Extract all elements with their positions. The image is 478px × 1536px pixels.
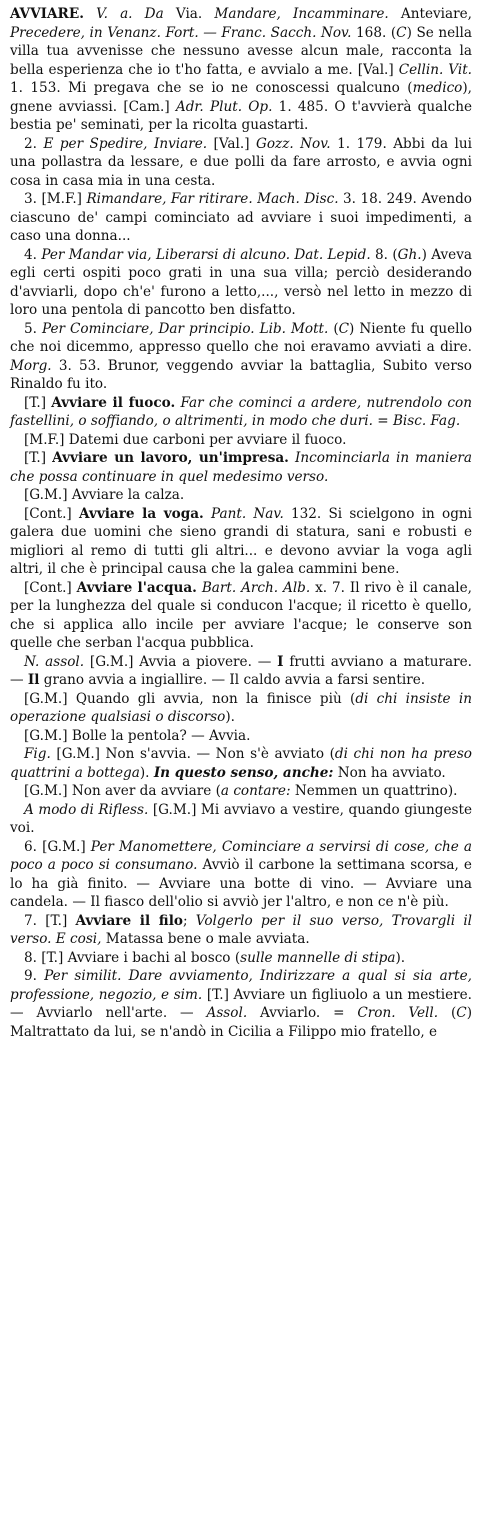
text-run: Il: [27, 672, 40, 688]
text-run: C: [456, 1005, 467, 1021]
text-run: 132. Si scielgono in ogni galera due uomini che sieno grandi di statura, sani e robusti e migliori al remo di tutti gli altri... e devono avviar la voga agli altri, il che è principal causa che la galea cammini bene.: [10, 505, 472, 577]
avviare-il-fuoco-paragraph: [10, 394, 472, 431]
text-run: 3. 53. Brunor, veggendo avviar la battaglia, Subito verso Rinaldo fu ito.: [10, 357, 472, 392]
text-run: Adr. Plut. Op.: [175, 98, 273, 115]
sense-7-paragraph: [10, 912, 472, 949]
text-run: (: [328, 320, 339, 337]
text-run: [T.]: [24, 394, 52, 411]
text-run: frutti avviano a maturare. —: [10, 653, 472, 688]
text-run: Gh.: [397, 246, 422, 263]
quando-gli-avvia-paragraph: [10, 690, 472, 727]
text-run: Volgerlo per il suo verso, Trovargli il verso. E cosi,: [10, 912, 473, 947]
text-run: [G.M.] Mi avviavo a vestire, quando giungeste voi.: [10, 801, 472, 836]
sense-3-paragraph: [10, 190, 472, 246]
text-run: C: [396, 24, 407, 41]
text-run: Nemmen un quattrino).: [290, 783, 458, 799]
text-run: di chi insiste in operazione qualsiasi o discorso: [10, 690, 472, 725]
text-run: Mandare, Incamminare.: [214, 6, 389, 22]
text-run: ) Se nella villa tua avvenisse che nessuno avesse alcun male, racconta la bella esperienza che io t'ho fatta, e avvialo a me. [Val.]: [10, 24, 472, 78]
text-run: [Cont.]: [24, 505, 79, 522]
text-run: 1. 153. Mi pregava che se io ne conoscessi qualcuno (: [10, 80, 413, 96]
text-run: Morg.: [10, 357, 52, 374]
text-run: Far che cominci a ardere, nutrendolo con fastellini, o soffiando, o altrimenti, in modo che duri. = Bisc. Fag.: [10, 394, 472, 429]
text-run: [T.]: [24, 450, 53, 466]
text-run: Via.: [175, 6, 203, 22]
text-run: Avviare un lavoro, un'impresa.: [52, 450, 289, 466]
text-run: [202, 6, 214, 22]
text-run: Assol.: [206, 1005, 248, 1021]
reflexive-paragraph: [10, 801, 472, 838]
text-run: Anteviare,: [388, 6, 473, 22]
text-run: ), gnene avviassi. [Cam.]: [10, 80, 472, 115]
text-run: ).: [139, 764, 154, 781]
sense-5-paragraph: [10, 320, 472, 394]
text-run: Avviare l'acqua.: [76, 579, 197, 596]
text-run: Avviò il carbone la settimana scorsa, e lo ha già finito. — Avviare una botte di vino. — Avviare una candela. — Il fiasco dell'olio si avviò jer l'altro, e non ce n'è più.: [10, 857, 472, 910]
text-run: In questo senso, anche:: [153, 764, 334, 781]
text-run: 6. [G.M.]: [24, 838, 91, 855]
text-run: 1. 485. O t'avvierà qualche bestia pe' seminati, per la ricolta guastarti.: [10, 98, 472, 133]
text-run: Rimandare, Far ritirare. Mach. Disc.: [86, 191, 339, 207]
text-run: [Cont.]: [24, 579, 77, 596]
sense-8-paragraph: [10, 949, 472, 968]
text-run: sulle mannelle di stipa: [240, 949, 396, 966]
text-run: Non ha avviato.: [333, 764, 446, 781]
text-run: [G.M.] Quando gli avvia, non la finisce più (: [24, 690, 356, 707]
text-run: [G.M.] Non aver da avviare (: [24, 783, 221, 799]
text-run: C: [338, 320, 350, 337]
text-run: (: [438, 1005, 457, 1021]
text-run: N. assol.: [24, 653, 85, 670]
text-run: 9.: [24, 968, 45, 984]
neuter-absolute-paragraph: [10, 653, 472, 690]
text-run: 8. [T.] Avviare i bachi al bosco (: [24, 949, 241, 966]
text-run: Per Cominciare, Dar principio. Lib. Mott.: [41, 320, 329, 337]
text-run: ) Aveva egli certi ospiti poco grati in una sua villa; perciò desiderando d'avviarli, dopo ch'e' furono a letto,..., versò nel letto in mezzo di loro una pentola di pancotto ben disfatto.: [10, 246, 472, 318]
sense-2-paragraph: [10, 135, 472, 191]
non-aver-da-avviare-paragraph: [10, 782, 472, 801]
text-run: Avviare il filo: [75, 912, 183, 929]
carboni-example-paragraph: [10, 431, 472, 450]
text-run: di chi non ha preso quattrini a bottega: [10, 746, 472, 781]
text-run: 4.: [24, 246, 42, 263]
sense-6-paragraph: [10, 838, 472, 912]
text-run: Per Mandar via, Liberarsi di alcuno. Dat. Lepid.: [41, 246, 371, 263]
text-run: Bart. Arch. Alb.: [201, 579, 311, 596]
text-run: Incominciarla in maniera che possa continuare in quel medesimo verso.: [10, 450, 472, 485]
text-run: Per Manomettere, Cominciare a servirsi di cose, che a poco a poco si consumano.: [10, 838, 473, 873]
text-run: [G.M.] Bolle la pentola? — Avvia.: [24, 727, 251, 744]
text-run: 2.: [24, 135, 44, 152]
text-run: Avviare il fuoco.: [51, 394, 176, 411]
text-run: [84, 6, 96, 22]
text-run: ).: [225, 709, 235, 725]
text-run: ) Niente fu quello che noi dicemmo, appresso quello che noi eravamo avviati a dire.: [10, 320, 473, 355]
text-run: Gozz. Nov.: [255, 135, 331, 152]
text-run: ;: [182, 912, 196, 929]
sense-4-paragraph: [10, 246, 472, 320]
text-run: Avviarlo. =: [247, 1005, 358, 1021]
text-run: [T.] Avviare un figliuolo a un mestiere. — Avviarlo nell'arte. —: [10, 986, 472, 1021]
text-run: medico: [412, 80, 463, 96]
text-run: 5.: [24, 320, 42, 337]
text-run: Matassa bene o male avviata.: [101, 931, 310, 947]
text-run: A modo di Rifless.: [24, 801, 149, 818]
text-run: ).: [395, 949, 406, 966]
text-run: ) Maltrattato da lui, se n'andò in Cicilia a Filippo mio fratello, e: [10, 1005, 472, 1040]
text-run: Pant. Nav.: [210, 505, 284, 522]
figurative-paragraph: [10, 745, 472, 782]
text-run: Fig.: [24, 746, 51, 762]
text-run: [M.F.] Datemi due carboni per avviare il fuoco.: [24, 431, 347, 448]
text-run: Cellin. Vit.: [398, 61, 472, 78]
sense-9-paragraph: [10, 967, 472, 1041]
text-run: grano avvia a ingiallire. — Il caldo avvia a farsi sentire.: [39, 672, 426, 688]
calza-example-paragraph: [10, 486, 472, 505]
text-run: [204, 506, 211, 522]
text-run: I: [277, 653, 284, 670]
text-run: 3. [M.F.]: [24, 191, 87, 207]
text-run: a contare:: [220, 783, 291, 799]
text-run: E per Spedire, Inviare.: [43, 135, 208, 152]
text-run: AVVIARE.: [10, 6, 84, 22]
text-run: Avviare la voga.: [78, 505, 204, 522]
text-run: 8. (: [370, 246, 398, 263]
text-run: 168. (: [351, 24, 397, 41]
text-run: V. a. Da: [96, 6, 176, 22]
text-run: Cron. Vell.: [357, 1005, 439, 1021]
avviare-un-lavoro-paragraph: [10, 449, 472, 486]
avviare-acqua-paragraph: [10, 579, 472, 653]
avviare-la-voga-paragraph: [10, 505, 472, 579]
text-run: 7. [T.]: [24, 912, 76, 929]
pentola-example-paragraph: [10, 727, 472, 746]
text-run: [G.M.] Avvia a piovere. —: [84, 653, 278, 670]
text-run: Precedere, in Venanz. Fort. — Franc. Sacch. Nov.: [10, 24, 352, 41]
text-run: [Val.]: [207, 135, 256, 152]
text-run: x. 7. Il rivo è il canale, per la lunghezza del quale si conducon l'acque; il ricetto è quello, che si applica allo incile per avviare l'acque; le conserve son quelle che serban l'acqua pubblica.: [10, 579, 472, 651]
text-run: 1. 179. Abbi da lui una pollastra da lessare, e due polli da fare arrosto, e avvia ogni cosa in casa mia in una cesta.: [10, 135, 472, 189]
text-run: [G.M.] Avviare la calza.: [24, 487, 185, 503]
text-run: 3. 18. 249. Avendo ciascuno de' campi cominciato ad avviare i suoi impedimenti, a caso una donna...: [10, 191, 472, 244]
entry-headword-paragraph: [10, 5, 472, 135]
text-run: Per similit. Dare avviamento, Indirizzare a qual si sia arte, professione, negozio, e sim.: [10, 968, 472, 1003]
text-run: [G.M.] Non s'avvia. — Non s'è avviato (: [50, 746, 335, 762]
